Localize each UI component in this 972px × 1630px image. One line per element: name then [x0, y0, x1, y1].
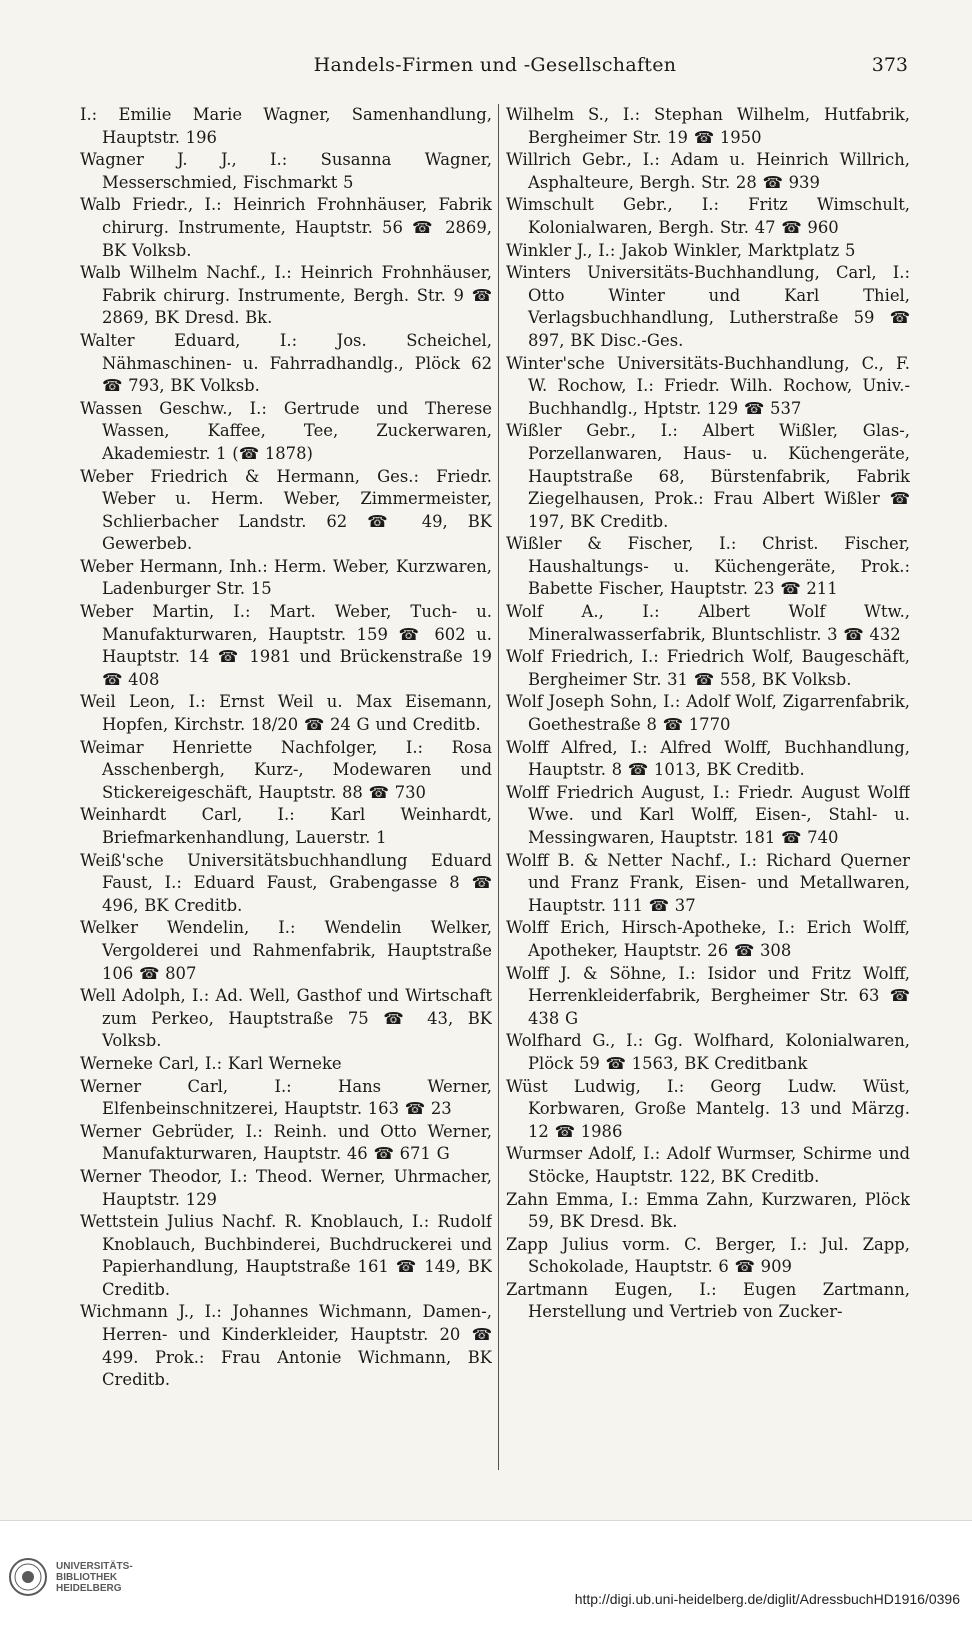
directory-entry: Zartmann Eugen, I.: Eugen Zartmann, Herstellung und Vertrieb von Zucker-: [506, 1279, 910, 1322]
directory-entry: Wolff B. & Netter Nachf., I.: Richard Querner und Franz Frank, Eisen- und Metallwaren, Hauptstr. 111 ☎ 37: [506, 850, 910, 915]
directory-entry: Werner Carl, I.: Hans Werner, Elfenbeinschnitzerei, Hauptstr. 163 ☎ 23: [80, 1076, 492, 1119]
source-url-link[interactable]: http://digi.ub.uni-heidelberg.de/diglit/AdressbuchHD1916/0396: [574, 1591, 960, 1607]
directory-entry: Wißler Gebr., I.: Albert Wißler, Glas-, Porzellanwaren, Haus- u. Küchengeräte, Hauptstraße 68, Bürstenfabrik, Fabrik Ziegelhausen, Prok.: Frau Albert Wißler ☎ 197, BK Creditb.: [506, 421, 910, 531]
directory-entry: Wassen Geschw., I.: Gertrude und Therese Wassen, Kaffee, Tee, Zuckerwaren, Akademiestr. 1 (☎ 1878): [80, 398, 492, 463]
directory-entry: Werner Theodor, I.: Theod. Werner, Uhrmacher, Hauptstr. 129: [80, 1166, 492, 1209]
directory-entry: Wüst Ludwig, I.: Georg Ludw. Wüst, Korbwaren, Große Mantelg. 13 und Märzg. 12 ☎ 1986: [506, 1076, 910, 1141]
directory-entry: Winters Universitäts-Buchhandlung, Carl, I.: Otto Winter und Karl Thiel, Verlagsbuchhandlung, Lutherstraße 59 ☎ 897, BK Disc.-Ges.: [506, 263, 910, 350]
directory-entry: Weber Hermann, Inh.: Herm. Weber, Kurzwaren, Ladenburger Str. 15: [80, 556, 492, 599]
directory-entry: Werneke Carl, I.: Karl Werneke: [80, 1053, 342, 1073]
directory-entry: Winter'sche Universitäts-Buchhandlung, C., F. W. Rochow, I.: Friedr. Wilh. Rochow, Univ.-Buchhandlg., Hptstr. 129 ☎ 537: [506, 353, 910, 418]
directory-entry: Wichmann J., I.: Johannes Wichmann, Damen-, Herren- und Kinderkleider, Hauptstr. 20 ☎ 499. Prok.: Frau Antonie Wichmann, BK Creditb.: [80, 1302, 492, 1390]
directory-entry: Wagner J. J., I.: Susanna Wagner, Messerschmied, Fischmarkt 5: [80, 150, 492, 192]
directory-entry: Weber Martin, I.: Mart. Weber, Tuch- u. Manufakturwaren, Hauptstr. 159 ☎ 602 u. Hauptstr. 14 ☎ 1981 und Brückenstraße 19 ☎ 408: [80, 602, 492, 689]
directory-entry: Walb Wilhelm Nachf., I.: Heinrich Frohnhäuser, Fabrik chirurg. Instrumente, Bergh. Str. 9 ☎ 2869, BK Dresd. Bk.: [80, 263, 492, 328]
directory-entry: Weil Leon, I.: Ernst Weil u. Max Eisemann, Hopfen, Kirchstr. 18/20 ☎ 24 G und Creditb.: [80, 692, 492, 735]
seal-icon: [8, 1557, 48, 1597]
directory-entry: Werner Gebrüder, I.: Reinh. und Otto Werner, Manufakturwaren, Hauptstr. 46 ☎ 671 G: [80, 1121, 492, 1164]
directory-entry: Wolff Friedrich August, I.: Friedr. August Wolff Wwe. und Karl Wolff, Eisen-, Stahl- u. Messingwaren, Hauptstr. 181 ☎ 740: [506, 782, 910, 847]
logo-line: BIBLIOTHEK: [56, 1572, 118, 1583]
directory-entry: Wolff Erich, Hirsch-Apotheke, I.: Erich Wolff, Apotheker, Hauptstr. 26 ☎ 308: [506, 918, 910, 960]
directory-entry: Willrich Gebr., I.: Adam u. Heinrich Willrich, Asphalteure, Bergh. Str. 28 ☎ 939: [506, 150, 910, 192]
directory-entry: Weber Friedrich & Hermann, Ges.: Friedr. Weber u. Herm. Weber, Zimmermeister, Schlierbacher Landstr. 62 ☎ 49, BK Gewerbeb.: [80, 466, 492, 554]
directory-entry: Welker Wendelin, I.: Wendelin Welker, Vergolderei und Rahmenfabrik, Hauptstraße 106 ☎ 807: [80, 918, 492, 983]
logo-line: UNIVERSITÄTS-: [56, 1561, 133, 1572]
directory-entry: Wolf Joseph Sohn, I.: Adolf Wolf, Zigarrenfabrik, Goethestraße 8 ☎ 1770: [506, 692, 910, 735]
directory-entry: Weiß'sche Universitätsbuchhandlung Eduard Faust, I.: Eduard Faust, Grabengasse 8 ☎ 496, BK Creditb.: [80, 850, 492, 915]
directory-entry: Weinhardt Carl, I.: Karl Weinhardt, Briefmarkenhandlung, Lauerstr. 1: [80, 805, 492, 847]
logo-line: HEIDELBERG: [56, 1583, 122, 1594]
directory-entry: Weimar Henriette Nachfolger, I.: Rosa Asschenbergh, Kurz-, Modewaren und Stickereigeschäft, Hauptstr. 88 ☎ 730: [80, 737, 492, 802]
footer-bar: [0, 1520, 972, 1630]
directory-entry: Winkler J., I.: Jakob Winkler, Marktplatz 5: [506, 240, 856, 260]
directory-entry: Wolff J. & Söhne, I.: Isidor und Fritz Wolff, Herrenkleiderfabrik, Bergheimer Str. 63 ☎ 438 G: [506, 963, 910, 1028]
directory-entry: Zahn Emma, I.: Emma Zahn, Kurzwaren, Plöck 59, BK Dresd. Bk.: [506, 1189, 910, 1232]
library-logo[interactable]: [8, 1557, 158, 1607]
directory-entry: Wolf A., I.: Albert Wolf Wtw., Mineralwasserfabrik, Bluntschlistr. 3 ☎ 432: [506, 602, 910, 644]
directory-entry: Wurmser Adolf, I.: Adolf Wurmser, Schirme und Stöcke, Hauptstr. 122, BK Creditb.: [506, 1144, 910, 1186]
directory-entry: Wolf Friedrich, I.: Friedrich Wolf, Baugeschäft, Bergheimer Str. 31 ☎ 558, BK Volksb.: [506, 647, 910, 689]
directory-entry: Wimschult Gebr., I.: Fritz Wimschult, Kolonialwaren, Bergh. Str. 47 ☎ 960: [506, 195, 910, 237]
directory-entry: Wolff Alfred, I.: Alfred Wolff, Buchhandlung, Hauptstr. 8 ☎ 1013, BK Creditb.: [506, 737, 910, 780]
column-divider: [498, 104, 499, 1470]
left-column: [80, 104, 492, 1474]
directory-entry: Wolfhard G., I.: Gg. Wolfhard, Kolonialwaren, Plöck 59 ☎ 1563, BK Creditbank: [506, 1031, 910, 1073]
library-name: [56, 1561, 156, 1594]
directory-entry: Walb Friedr., I.: Heinrich Frohnhäuser, Fabrik chirurg. Instrumente, Hauptstr. 56 ☎ 2869, BK Volksb.: [80, 195, 492, 260]
running-title: Handels-Firmen und -Gesellschaften: [313, 54, 677, 76]
directory-entry: Walter Eduard, I.: Jos. Scheichel, Nähmaschinen- u. Fahrradhandlg., Plöck 62 ☎ 793, BK Volksb.: [80, 330, 492, 396]
page-number: 373: [871, 54, 908, 76]
right-column: [506, 104, 910, 1474]
page-header: [80, 52, 910, 86]
directory-entry: Wilhelm S., I.: Stephan Wilhelm, Hutfabrik, Bergheimer Str. 19 ☎ 1950: [506, 105, 910, 147]
directory-entry: Zapp Julius vorm. C. Berger, I.: Jul. Zapp, Schokolade, Hauptstr. 6 ☎ 909: [506, 1234, 910, 1277]
directory-entry: Well Adolph, I.: Ad. Well, Gasthof und Wirtschaft zum Perkeo, Hauptstraße 75 ☎ 43, BK Volksb.: [80, 986, 492, 1051]
directory-entry: I.: Emilie Marie Wagner, Samenhandlung, Hauptstr. 196: [80, 105, 492, 147]
directory-entry: Wißler & Fischer, I.: Christ. Fischer, Haushaltungs- u. Küchengeräte, Prok.: Babette Fischer, Hauptstr. 23 ☎ 211: [506, 534, 910, 599]
directory-entry: Wettstein Julius Nachf. R. Knoblauch, I.: Rudolf Knoblauch, Buchbinderei, Buchdruckerei und Papierhandlung, Hauptstraße 161 ☎ 149, BK Creditb.: [80, 1212, 492, 1299]
